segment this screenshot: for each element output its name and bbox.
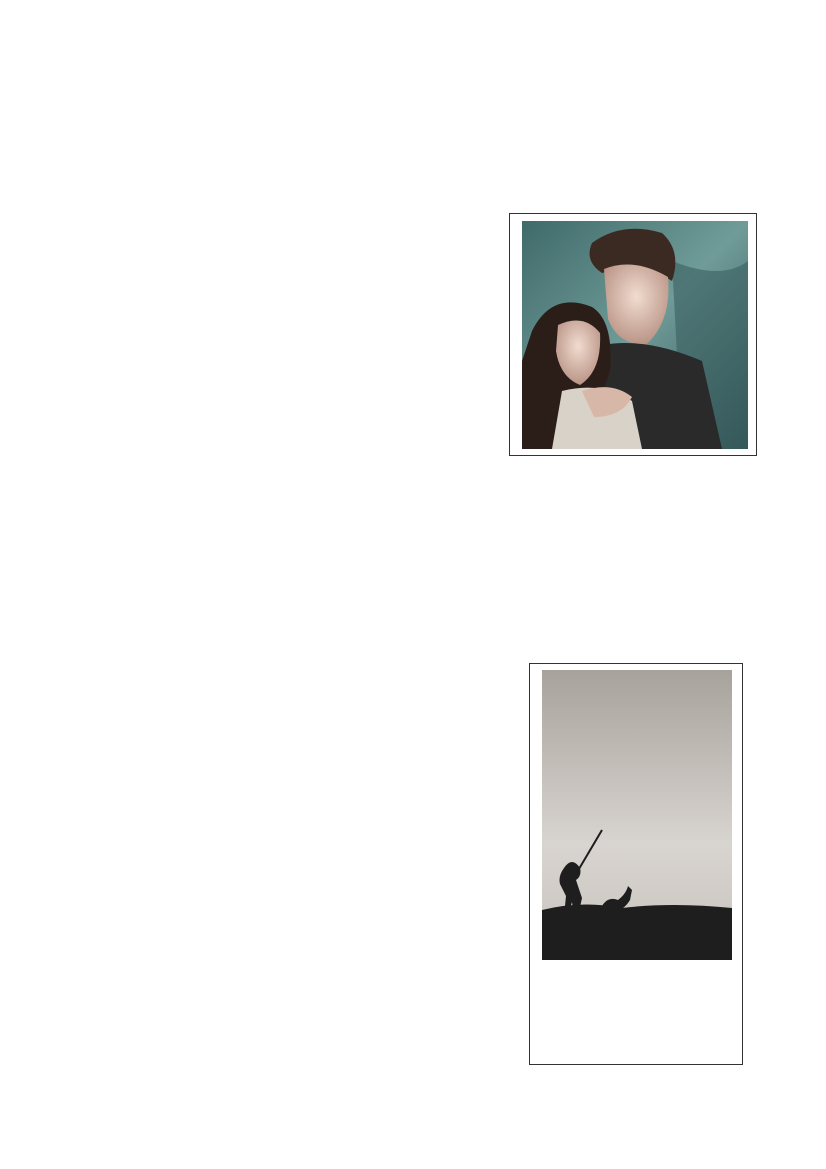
song-title-wordart <box>128 138 548 218</box>
twilight-poster-image <box>522 221 748 449</box>
balloon-picture-frame <box>529 663 743 1065</box>
balloon-child-image <box>542 670 732 960</box>
twilight-poster-frame <box>509 213 757 456</box>
